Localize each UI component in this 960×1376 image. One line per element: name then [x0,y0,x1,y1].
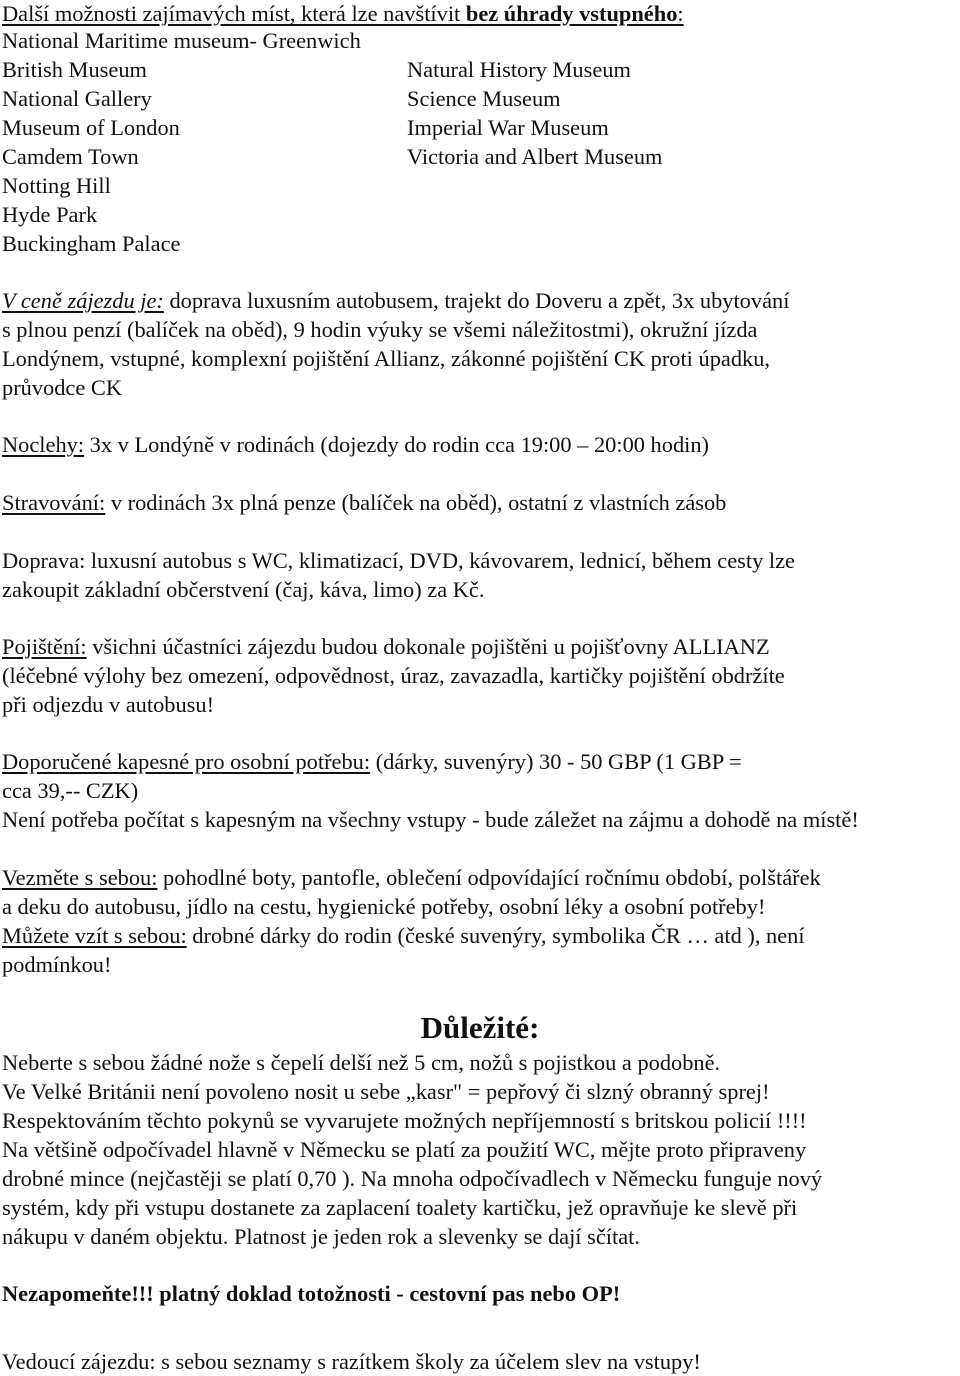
place-item: Imperial War Museum [407,115,609,140]
meals-line [2,489,726,517]
important-line: drobné mince (nejčastěji se platí 0,70 ). Na mnoha odpočívadlech v Německu funguje nový [2,1166,823,1191]
insurance-line: (léčebné výlohy bez omezení, odpovědnost, úraz, zavazadla, kartičky pojištění obdržíte [2,663,785,688]
remember-line: Nezapomeňte!!! platný doklad totožnosti - cestovní pas nebo OP! [2,1281,621,1306]
important-line: systém, kdy při vstupu dostanete za zaplacení toalety kartičku, jež opravňuje ke slevě při [2,1195,798,1220]
important-line: nákupu v daném objektu. Platnost je jeden rok a slevenky se dají sčítat. [2,1224,640,1249]
bring-line: a deku do autobusu, jídlo na cestu, hygienické potřeby, osobní léky a osobní potřeby! [2,894,766,919]
intro-colon: : [677,1,684,26]
place-item: Buckingham Palace [2,231,181,256]
place-item: Hyde Park [2,202,98,227]
place-item: Camdem Town [2,144,139,169]
important-heading: Důležité: [420,1010,540,1045]
important-line: Respektováním těchto pokynů se vyvarujete možných nepříjemností s britskou policií !!!! [2,1108,807,1133]
place-item: National Maritime museum- Greenwich [2,28,361,53]
meals-text: v rodinách 3x plná penze (balíček na oběd), ostatní z vlastních zásob [105,490,727,515]
place-item: Natural History Museum [407,57,631,82]
insurance-line [2,633,770,661]
important-line: Neberte s sebou žádné nože s čepelí delší než 5 cm, nožů s pojistkou a podobně. [2,1050,721,1075]
lodging-line [2,431,709,459]
price-line: s plnou penzí (balíček na oběd), 9 hodin výuky se všemi náležitostmi), okružní jízda [2,317,758,342]
price-line: Londýnem, vstupné, komplexní pojištění Allianz, zákonné pojištění CK proti úpadku, [2,346,771,371]
place-item: Notting Hill [2,173,111,198]
insurance-text: všichni účastníci zájezdu budou dokonale pojištěni u pojišťovny ALLIANZ [86,634,770,659]
bring-line: podmínkou! [2,952,112,977]
intro-bold: bez úhrady vstupného [465,1,678,26]
transport-line: zakoupit základní občerstvení (čaj, káva, limo) za Kč. [2,577,485,602]
bring-text-2: drobné dárky do rodin (české suvenýry, symbolika ČR … atd ), není [186,923,805,948]
important-line: Na většině odpočívadel hlavně v Německu se platí za použití WC, mějte proto připraveny [2,1137,807,1162]
meals-label: Stravování: [2,490,106,515]
place-item: Victoria and Albert Museum [407,144,663,169]
pocket-text: (dárky, suvenýry) 30 - 50 GBP (1 GBP = [370,749,742,774]
bring-line [2,864,821,892]
lodging-text: 3x v Londýně v rodinách (dojezdy do rodin cca 19:00 – 20:00 hodin) [84,432,710,457]
bring-label: Vezměte s sebou: [2,865,158,890]
bring-label-2: Můžete vzít s sebou: [2,923,187,948]
intro-line [2,0,684,28]
place-item: Science Museum [407,86,561,111]
leader-line: Vedoucí zájezdu: s sebou seznamy s razítkem školy za účelem slev na vstupy! [2,1349,701,1374]
transport-line: Doprava: luxusní autobus s WC, klimatizací, DVD, kávovarem, lednicí, během cesty lze [2,548,795,573]
price-line: průvodce CK [2,375,123,400]
pocket-line: Není potřeba počítat s kapesným na všechny vstupy - bude záležet na zájmu a dohodě na místě! [2,807,859,832]
insurance-line: při odjezdu v autobusu! [2,692,215,717]
bring-text: pohodlné boty, pantofle, oblečení odpovídající ročnímu období, polštářek [157,865,821,890]
price-text: doprava luxusním autobusem, trajekt do Doveru a zpět, 3x ubytování [163,288,790,313]
lodging-label: Noclehy: [2,432,85,457]
pocket-label: Doporučené kapesné pro osobní potřebu: [2,749,371,774]
bring-line [2,922,805,950]
insurance-label: Pojištění: [2,634,87,659]
price-line [2,287,789,315]
place-item: British Museum [2,57,147,82]
price-label: V ceně zájezdu je: [2,288,164,313]
important-line: Ve Velké Británii není povoleno nosit u sebe „kasr" = pepřový či slzný obranný sprej! [2,1079,770,1104]
place-item: Museum of London [2,115,180,140]
pocket-line: cca 39,-- CZK) [2,778,139,803]
pocket-line [2,748,742,776]
place-item: National Gallery [2,86,152,111]
intro-lead: Další možnosti zajímavých míst, která lze navštívit [2,1,466,26]
